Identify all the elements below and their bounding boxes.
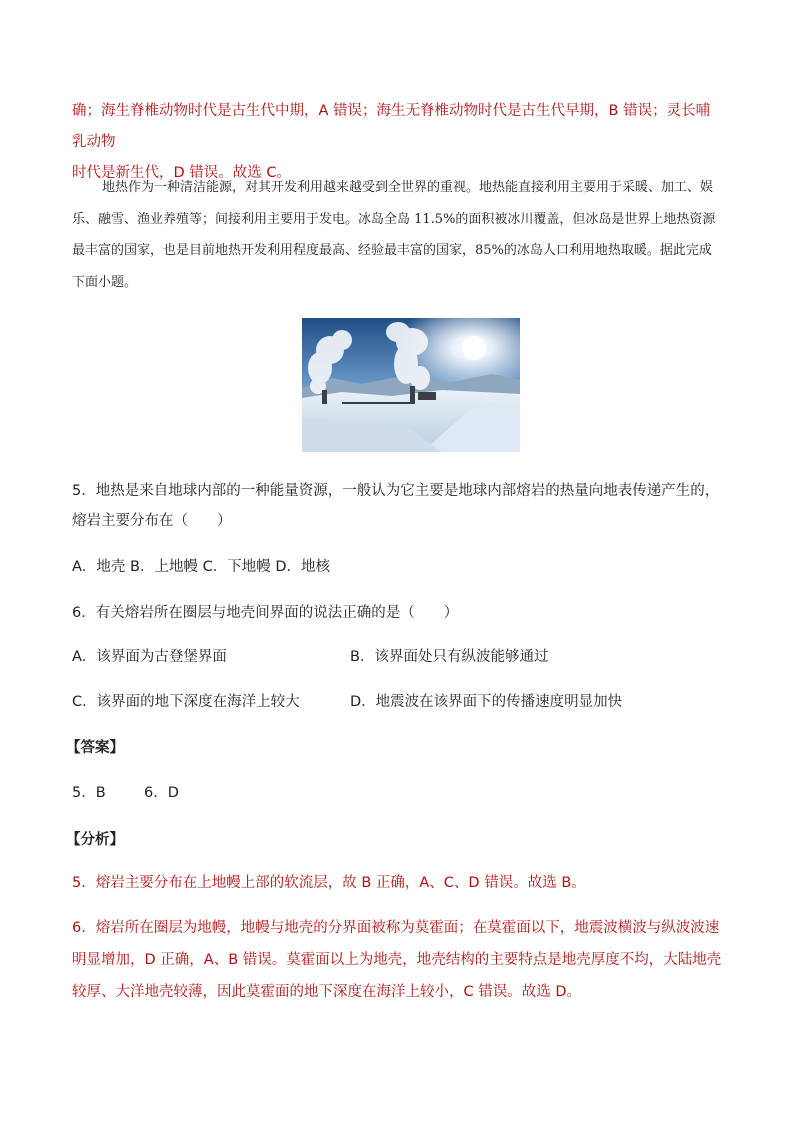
analysis-6: 6．熔岩所在圈层为地幔，地幔与地壳的分界面被称为莫霍面；在莫霍面以下，地震波横波与纵波波速明显增加，D 正确，A、B 错误。莫霍面以上为地壳，地壳结构的主要特点是地壳厚度不均，大陆地壳较厚、大洋地壳较薄，因此莫霍面的地下深度在海洋上较小，C 错误。故选 D。	[72, 920, 722, 1000]
question-6-option-b: B．该界面处只有纵波能够通过	[350, 649, 549, 665]
question-5-stem: 5．地热是来自地球内部的一种能量资源，一般认为它主要是地球内部熔岩的热量向地表传递产生的，熔岩主要分布在（ ）	[72, 483, 720, 529]
reading-passage: 地热作为一种清洁能源，对其开发利用越来越受到全世界的重视。地热能直接利用主要用于采暖、加工、娱乐、融雪、渔业养殖等；间接利用主要用于发电。冰岛全岛 11.5%的面积被冰川覆盖，但冰岛是世界上地热资源最丰富的国家，也是目前地热开发利用程度最高、经验最丰富的国家，85%的冰岛人口利用地热取暖。据此完成下面小题。	[72, 180, 716, 290]
previous-explanation-line1: 确；海生脊椎动物时代是古生代中期，A 错误；海生无脊椎动物时代是古生代早期，B 错误；灵长哺乳动物	[72, 103, 711, 150]
question-6-stem: 6．有关熔岩所在圈层与地壳间界面的说法正确的是（ ）	[72, 605, 459, 621]
answer-heading: 【答案】	[66, 740, 124, 756]
analysis-5: 5．熔岩主要分布在上地幔上部的软流层，故 B 正确，A、C、D 错误。故选 B。	[72, 875, 586, 891]
geothermal-plant-photo	[302, 318, 520, 452]
question-6-option-c: C．该界面的地下深度在海洋上较大	[72, 694, 300, 710]
question-6-option-a: A．该界面为古登堡界面	[72, 649, 227, 665]
analysis-heading: 【分析】	[66, 832, 124, 848]
previous-explanation-line2: 时代是新生代，D 错误。故选 C。	[72, 165, 292, 181]
question-6-option-d: D．地震波在该界面下的传播速度明显加快	[350, 694, 623, 710]
answer-6: 6．D	[144, 785, 179, 801]
answer-5: 5．B	[72, 785, 106, 801]
question-5-options: A．地壳 B．上地幔 C．下地幔 D．地核	[72, 559, 330, 575]
